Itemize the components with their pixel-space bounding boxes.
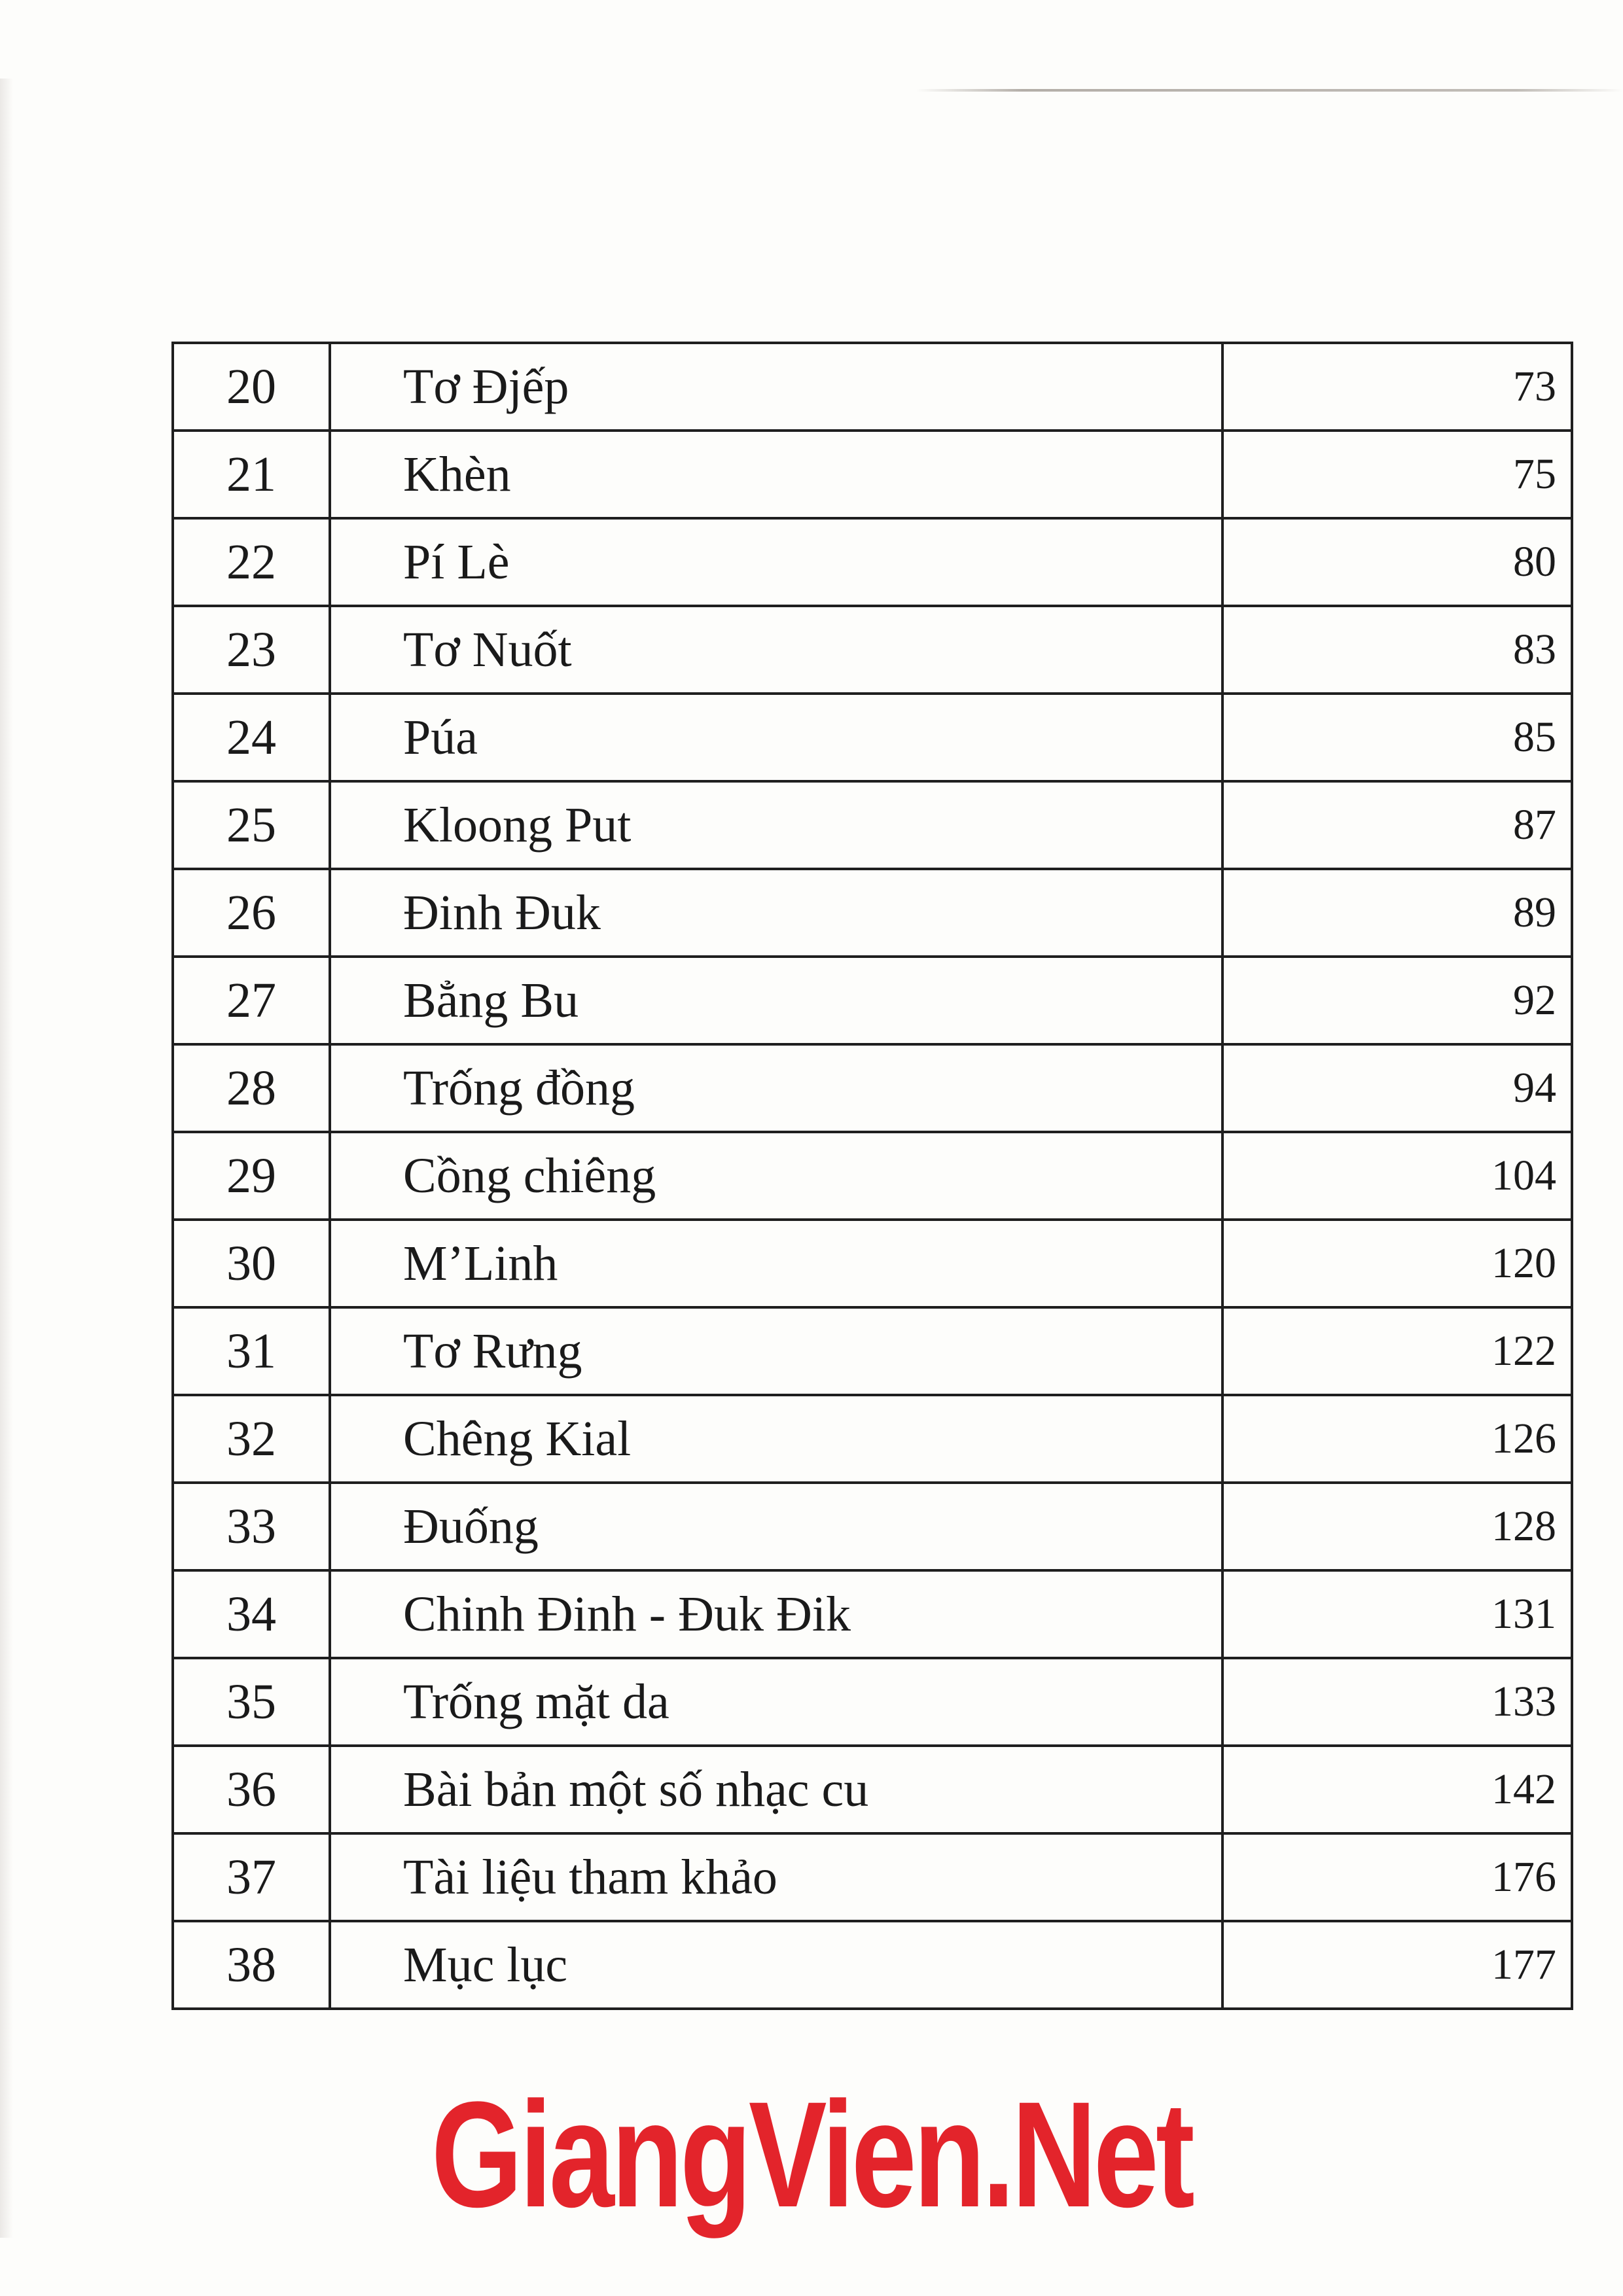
entry-number: 31 — [173, 1307, 330, 1395]
table-row — [173, 1658, 1572, 1746]
entry-page: 128 — [1222, 1483, 1572, 1570]
entry-title: Chinh Đinh - Đuk Đik — [330, 1570, 1222, 1658]
entry-page: 85 — [1222, 694, 1572, 781]
entry-title: Trống mặt da — [330, 1658, 1222, 1746]
entry-page: 104 — [1222, 1132, 1572, 1220]
entry-number: 23 — [173, 606, 330, 694]
entry-number: 35 — [173, 1658, 330, 1746]
entry-title: Trống đồng — [330, 1044, 1222, 1132]
table-row — [173, 1044, 1572, 1132]
toc-body — [173, 343, 1572, 2009]
entry-number: 32 — [173, 1395, 330, 1483]
entry-title: Tơ Đjếp — [330, 343, 1222, 431]
watermark-logo: GiangVien.Net — [431, 2070, 1192, 2238]
entry-title: Khèn — [330, 431, 1222, 518]
entry-page: 133 — [1222, 1658, 1572, 1746]
table-row — [173, 1921, 1572, 2009]
entry-title: Cồng chiêng — [330, 1132, 1222, 1220]
entry-title: Bẳng Bu — [330, 957, 1222, 1044]
entry-title: Kloong Put — [330, 781, 1222, 869]
entry-title: Púa — [330, 694, 1222, 781]
entry-title: Tơ Nuốt — [330, 606, 1222, 694]
entry-page: 83 — [1222, 606, 1572, 694]
entry-page: 142 — [1222, 1746, 1572, 1833]
entry-number: 34 — [173, 1570, 330, 1658]
table-row — [173, 1132, 1572, 1220]
entry-title: Mục lục — [330, 1921, 1222, 2009]
entry-page: 75 — [1222, 431, 1572, 518]
scan-edge-shadow — [0, 79, 13, 2238]
entry-page: 177 — [1222, 1921, 1572, 2009]
table-row — [173, 1307, 1572, 1395]
entry-number: 29 — [173, 1132, 330, 1220]
entry-title: Tơ Rưng — [330, 1307, 1222, 1395]
table-row — [173, 1570, 1572, 1658]
entry-number: 30 — [173, 1220, 330, 1307]
entry-number: 37 — [173, 1833, 330, 1921]
table-row — [173, 781, 1572, 869]
entry-number: 20 — [173, 343, 330, 431]
entry-page: 89 — [1222, 869, 1572, 957]
entry-title: Bài bản một số nhạc cu — [330, 1746, 1222, 1833]
entry-page: 80 — [1222, 518, 1572, 606]
entry-number: 25 — [173, 781, 330, 869]
entry-number: 26 — [173, 869, 330, 957]
entry-number: 21 — [173, 431, 330, 518]
table-row — [173, 694, 1572, 781]
entry-number: 22 — [173, 518, 330, 606]
table-row — [173, 957, 1572, 1044]
table-row — [173, 518, 1572, 606]
table-row — [173, 1833, 1572, 1921]
entry-page: 122 — [1222, 1307, 1572, 1395]
entry-number: 36 — [173, 1746, 330, 1833]
entry-number: 38 — [173, 1921, 330, 2009]
table-row — [173, 1746, 1572, 1833]
entry-title: Chêng Kial — [330, 1395, 1222, 1483]
entry-page: 87 — [1222, 781, 1572, 869]
entry-title: Pí Lè — [330, 518, 1222, 606]
entry-page: 94 — [1222, 1044, 1572, 1132]
table-row — [173, 869, 1572, 957]
table-row — [173, 1483, 1572, 1570]
entry-number: 28 — [173, 1044, 330, 1132]
entry-number: 33 — [173, 1483, 330, 1570]
entry-title: M’Linh — [330, 1220, 1222, 1307]
entry-page: 131 — [1222, 1570, 1572, 1658]
entry-page: 126 — [1222, 1395, 1572, 1483]
entry-title: Đuống — [330, 1483, 1222, 1570]
entry-number: 24 — [173, 694, 330, 781]
entry-number: 27 — [173, 957, 330, 1044]
scan-edge-line — [916, 89, 1623, 92]
entry-page: 73 — [1222, 343, 1572, 431]
table-row — [173, 343, 1572, 431]
entry-title: Tài liệu tham khảo — [330, 1833, 1222, 1921]
entry-page: 176 — [1222, 1833, 1572, 1921]
table-row — [173, 606, 1572, 694]
table-row — [173, 1220, 1572, 1307]
table-of-contents — [171, 342, 1573, 2010]
entry-page: 120 — [1222, 1220, 1572, 1307]
table-row — [173, 431, 1572, 518]
table-row — [173, 1395, 1572, 1483]
entry-title: Đinh Đuk — [330, 869, 1222, 957]
entry-page: 92 — [1222, 957, 1572, 1044]
